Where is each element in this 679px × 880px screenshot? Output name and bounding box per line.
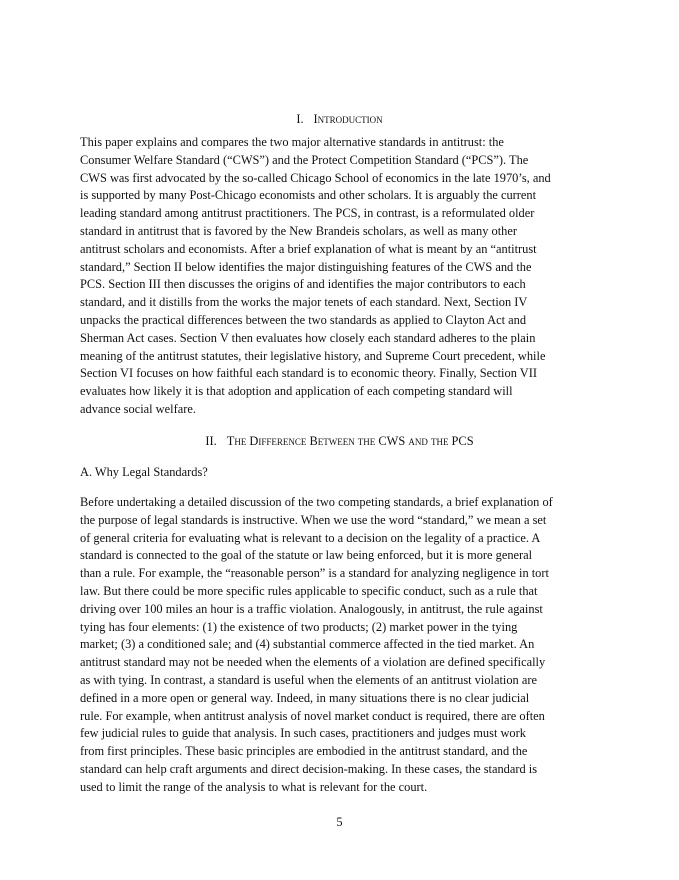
section-number: II. xyxy=(205,434,217,448)
paragraph-line: CWS was first advocated by the so-called Chicago School of economics in the late 1970’s, and xyxy=(80,170,551,185)
paragraph-line: Before undertaking a detailed discussion of the two competing standards, a brief explanation of xyxy=(80,495,553,509)
paragraph-line: standard,” Section II below identifies the major distinguishing features of the CWS and the xyxy=(80,259,532,274)
paragraph-line: rule. For example, when antitrust analysis of novel market conduct is required, there are often xyxy=(80,708,545,723)
paragraph-line: meaning of the antitrust statutes, their legislative history, and Supreme Court precedent, while xyxy=(80,348,546,363)
paragraph-line: as with tying. In contrast, a standard is useful when the elements of an antitrust violation are xyxy=(80,672,537,687)
page-number: 5 xyxy=(336,815,343,829)
paragraph-line: standard, and it distills from the works the major tenets of each standard. Next, Section IV xyxy=(80,295,528,310)
paragraph-line: unpacks the practical differences between the two standards as applied to Clayton Act and xyxy=(80,312,527,327)
legal-standards-paragraph xyxy=(80,494,600,797)
paragraph-line: defined in a more open or general way. Indeed, in many situations there is no clear judicial xyxy=(80,690,530,705)
paragraph-line: market; (3) a conditioned sale; and (4) substantial commerce affected in the tied market. An xyxy=(80,637,535,652)
paragraph-line: This paper explains and compares the two major alternative standards in antitrust: the xyxy=(80,135,504,149)
paragraph-line: antitrust scholars and economists. After a brief explanation of what is meant by an “antitrust xyxy=(80,241,537,256)
paragraph-line: Consumer Welfare Standard (“CWS”) and the Protect Competition Standard (“PCS”). The xyxy=(80,152,529,167)
paragraph-line: driving over 100 miles an hour is a traffic violation. Analogously, in antitrust, the rule against xyxy=(80,601,543,616)
paragraph-line: the purpose of legal standards is instructive. When we use the word “standard,” we mean a set xyxy=(80,512,547,527)
paragraph-line: than a rule. For example, the “reasonable person” is a standard for analyzing negligence in tort xyxy=(80,566,549,581)
paragraph-line: leading standard among antitrust practitioners. The PCS, in contrast, is a reformulated older xyxy=(80,206,535,221)
paragraph-line: law. But there could be more specific rules applicable to specific conduct, such as a rule that xyxy=(80,583,538,598)
paragraph-line: advance social welfare. xyxy=(80,401,196,416)
paragraph-line: standard in antitrust that is favored by the New Brandeis scholars, as well as many other xyxy=(80,223,517,238)
section-number: I. xyxy=(296,112,304,126)
paragraph-line: of general criteria for evaluating what is relevant to a decision on the legality of a practice. A xyxy=(80,530,541,545)
section-heading-difference xyxy=(0,433,679,449)
paragraph-line: standard is connected to the goal of the statute or law being enforced, but it is more general xyxy=(80,548,533,563)
paragraph-line: is supported by many Post-Chicago economists and other scholars. It is arguably the current xyxy=(80,188,537,203)
paragraph-line: antitrust standard may not be needed when the elements of a violation are defined specifically xyxy=(80,655,546,670)
introduction-paragraph xyxy=(80,134,600,419)
section-title: The Difference Between the CWS and the PCS xyxy=(226,434,474,448)
paragraph-line: tying has four elements: (1) the existence of two products; (2) market power in the tying xyxy=(80,619,518,634)
paragraph-line: Section VI focuses on how faithful each standard is to economic theory. Finally, Section VII xyxy=(80,366,537,381)
paragraph-line: few judicial rules to guide that analysis. In such cases, practitioners and judges must work xyxy=(80,726,526,741)
paragraph-line: used to limit the range of the analysis to what is relevant for the court. xyxy=(80,779,428,794)
paragraph-line: PCS. Section III then discusses the origins of and identifies the major contributors to each xyxy=(80,277,526,292)
subsection-heading-why-legal-standards: A. Why Legal Standards? xyxy=(80,465,208,479)
section-title: Introduction xyxy=(313,112,383,126)
paragraph-line: from first principles. These basic principles are embodied in the antitrust standard, and the xyxy=(80,744,528,759)
paragraph-line: Sherman Act cases. Section V then evaluates how closely each standard adheres to the plain xyxy=(80,330,536,345)
paragraph-line: standard can help craft arguments and direct decision-making. In these cases, the standard is xyxy=(80,761,538,776)
section-heading-introduction xyxy=(0,111,679,127)
paragraph-line: evaluates how likely it is that adoption and application of each competing standard will xyxy=(80,384,513,399)
